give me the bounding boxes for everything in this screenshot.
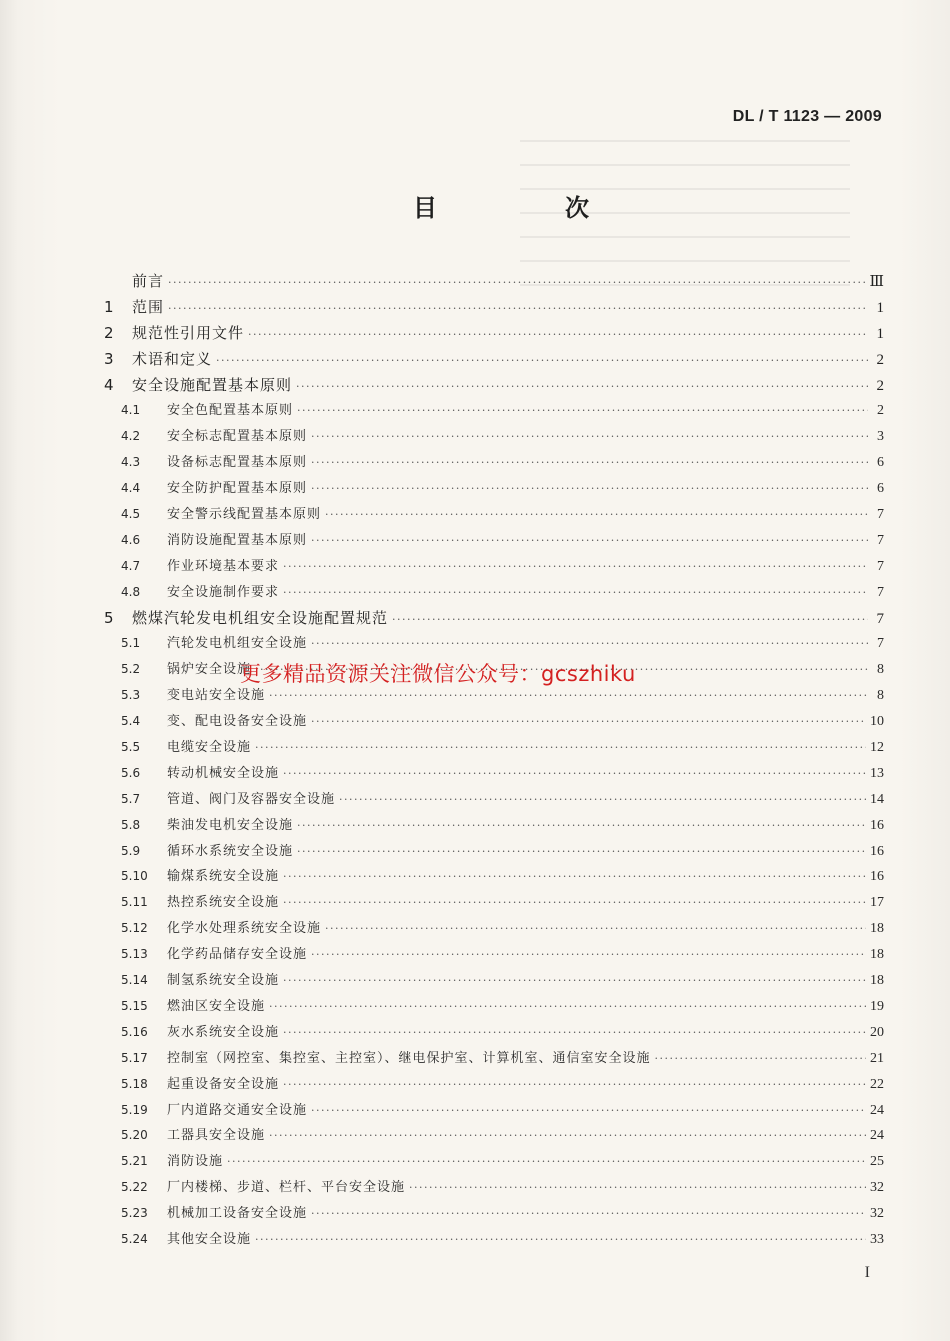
toc-entry-label: 循环水系统安全设施 bbox=[167, 843, 294, 859]
toc-entry[interactable] bbox=[100, 425, 884, 451]
toc-entry[interactable] bbox=[100, 581, 884, 607]
toc-entry[interactable] bbox=[100, 943, 884, 969]
toc-leader-dots bbox=[283, 1026, 866, 1039]
toc-entry-number: 5.22 bbox=[121, 1180, 148, 1195]
toc-entry-label: 规范性引用文件 bbox=[132, 323, 245, 342]
toc-entry-label: 汽轮发电机组安全设施 bbox=[167, 636, 308, 652]
toc-entry-label: 作业环境基本要求 bbox=[167, 558, 280, 574]
toc-entry-label: 燃油区安全设施 bbox=[167, 998, 266, 1014]
toc-entry[interactable] bbox=[100, 1047, 884, 1073]
toc-entry-number: 5 bbox=[104, 608, 114, 627]
toc-entry-page: 16 bbox=[870, 843, 884, 859]
toc-entry-number: 5.23 bbox=[121, 1206, 148, 1221]
toc-entry[interactable] bbox=[100, 865, 884, 891]
toc-entry-page: 8 bbox=[877, 688, 884, 704]
toc-entry-page: 10 bbox=[870, 714, 884, 730]
toc-entry-page: 18 bbox=[870, 921, 884, 937]
toc-leader-dots bbox=[297, 404, 868, 417]
toc-entry-label: 工器具安全设施 bbox=[167, 1128, 266, 1144]
toc-entry[interactable] bbox=[100, 529, 884, 555]
toc-entry-number: 5.11 bbox=[121, 895, 148, 910]
toc-entry-label: 管道、阀门及容器安全设施 bbox=[167, 791, 336, 807]
toc-entry-page: 7 bbox=[876, 610, 884, 627]
toc-entry-label: 变、配电设备安全设施 bbox=[167, 714, 308, 730]
toc-leader-dots bbox=[311, 430, 868, 443]
toc-entry-number: 4 bbox=[104, 375, 114, 394]
toc-entry-label: 灰水系统安全设施 bbox=[167, 1024, 280, 1040]
toc-entry-number: 4.1 bbox=[121, 403, 141, 418]
toc-entry-page: 2 bbox=[877, 403, 884, 419]
toc-entry[interactable] bbox=[100, 555, 884, 581]
toc-entry[interactable] bbox=[100, 710, 884, 736]
toc-entry-page: 6 bbox=[877, 455, 884, 471]
toc-entry[interactable] bbox=[100, 1099, 884, 1125]
toc-entry-page: 7 bbox=[877, 558, 884, 574]
toc-entry-number: 5.2 bbox=[121, 662, 141, 677]
toc-entry-label: 其他安全设施 bbox=[167, 1231, 252, 1247]
toc-entry-label: 电缆安全设施 bbox=[167, 740, 252, 756]
toc-entry-number: 4.8 bbox=[121, 584, 141, 599]
toc-entry[interactable] bbox=[100, 322, 884, 348]
toc-entry-number: 5.7 bbox=[121, 791, 141, 806]
toc-entry-label: 厂内楼梯、步道、栏杆、平台安全设施 bbox=[167, 1180, 406, 1196]
toc-leader-dots bbox=[283, 560, 868, 573]
toc-entry[interactable] bbox=[100, 736, 884, 762]
toc-entry-number: 2 bbox=[104, 323, 114, 342]
toc-entry-number: 4.3 bbox=[121, 455, 141, 470]
toc-entry-number: 4.4 bbox=[121, 481, 141, 496]
toc-entry-page: 1 bbox=[876, 299, 884, 316]
toc-leader-dots bbox=[311, 1207, 866, 1220]
toc-entry-number: 3 bbox=[104, 349, 114, 368]
toc-entry-page: 6 bbox=[877, 481, 884, 497]
toc-entry-label: 输煤系统安全设施 bbox=[167, 869, 280, 885]
toc-entry[interactable] bbox=[100, 1202, 884, 1228]
toc-entry[interactable] bbox=[100, 788, 884, 814]
toc-entry-page: Ⅲ bbox=[869, 274, 884, 290]
toc-entry-page: 32 bbox=[870, 1206, 884, 1222]
toc-leader-dots bbox=[255, 741, 866, 754]
toc-leader-dots bbox=[227, 1155, 866, 1168]
toc-entry-page: 21 bbox=[870, 1050, 884, 1066]
toc-leader-dots bbox=[311, 715, 866, 728]
toc-entry[interactable] bbox=[100, 270, 884, 296]
toc-entry[interactable] bbox=[100, 1228, 884, 1254]
toc-leader-dots bbox=[311, 1104, 866, 1117]
toc-entry[interactable] bbox=[100, 1073, 884, 1099]
toc-leader-dots bbox=[325, 508, 868, 521]
toc-entry[interactable] bbox=[100, 374, 884, 400]
toc-leader-dots bbox=[297, 845, 866, 858]
toc-entry[interactable] bbox=[100, 969, 884, 995]
toc-entry-number: 5.18 bbox=[121, 1076, 148, 1091]
toc-title: 目 次 bbox=[413, 194, 641, 222]
toc-leader-dots bbox=[339, 793, 866, 806]
toc-entry-page: 7 bbox=[877, 636, 884, 652]
toc-entry-page: 8 bbox=[877, 662, 884, 678]
toc-entry-number: 5.15 bbox=[121, 998, 148, 1013]
toc-leader-dots bbox=[168, 302, 868, 315]
toc-leader-dots bbox=[283, 896, 866, 909]
toc-entry-page: 24 bbox=[870, 1102, 884, 1118]
toc-entry-number: 5.9 bbox=[121, 843, 141, 858]
toc-entry-number: 4.2 bbox=[121, 429, 141, 444]
toc-leader-dots bbox=[311, 482, 868, 495]
toc-leader-dots bbox=[409, 1181, 866, 1194]
toc-entry-page: 14 bbox=[870, 791, 884, 807]
toc-entry-label: 化学水处理系统安全设施 bbox=[167, 921, 322, 937]
toc-entry-page: 19 bbox=[870, 998, 884, 1014]
toc-entry-number: 4.6 bbox=[121, 532, 141, 547]
toc-leader-dots bbox=[269, 689, 868, 702]
toc-entry[interactable] bbox=[100, 477, 884, 503]
toc-entry-label: 设备标志配置基本原则 bbox=[167, 455, 308, 471]
toc-entry-number: 5.4 bbox=[121, 714, 141, 729]
toc-leader-dots bbox=[283, 767, 866, 780]
toc-entry[interactable] bbox=[100, 1150, 884, 1176]
toc-leader-dots bbox=[325, 922, 866, 935]
toc-entry-page: 7 bbox=[877, 584, 884, 600]
toc-entry-label: 机械加工设备安全设施 bbox=[167, 1206, 308, 1222]
toc-entry-label: 安全警示线配置基本原则 bbox=[167, 507, 322, 523]
toc-leader-dots bbox=[311, 534, 868, 547]
toc-entry[interactable] bbox=[100, 1124, 884, 1150]
toc-entry-page: 32 bbox=[870, 1180, 884, 1196]
toc-entry-number: 5.3 bbox=[121, 688, 141, 703]
toc-entry-number: 5.20 bbox=[121, 1128, 148, 1143]
toc-leader-dots bbox=[283, 1078, 866, 1091]
toc-entry[interactable] bbox=[100, 995, 884, 1021]
toc-entry[interactable] bbox=[100, 684, 884, 710]
toc-leader-dots bbox=[392, 613, 868, 626]
toc-entry-page: 13 bbox=[870, 765, 884, 781]
toc-entry-label: 安全标志配置基本原则 bbox=[167, 429, 308, 445]
toc-entry-label: 化学药品储存安全设施 bbox=[167, 947, 308, 963]
toc-entry[interactable] bbox=[100, 399, 884, 425]
toc-entry-page: 16 bbox=[870, 817, 884, 833]
toc-leader-dots bbox=[269, 1000, 866, 1013]
toc-entry[interactable] bbox=[100, 503, 884, 529]
toc-entry-number: 5.19 bbox=[121, 1102, 148, 1117]
toc-entry-number: 5.6 bbox=[121, 765, 141, 780]
toc-entry-number: 5.5 bbox=[121, 740, 141, 755]
toc-entry-label: 变电站安全设施 bbox=[167, 688, 266, 704]
toc-entry-label: 燃煤汽轮发电机组安全设施配置规范 bbox=[132, 608, 389, 627]
toc-entry[interactable] bbox=[100, 1021, 884, 1047]
toc-leader-dots bbox=[248, 328, 868, 341]
toc-entry-label: 前言 bbox=[132, 272, 165, 290]
toc-entry[interactable] bbox=[100, 891, 884, 917]
toc-leader-dots bbox=[311, 948, 866, 961]
toc-entry-page: 25 bbox=[870, 1154, 884, 1170]
toc-leader-dots bbox=[168, 276, 866, 289]
toc-entry-label: 术语和定义 bbox=[132, 349, 213, 368]
toc-entry-label: 范围 bbox=[132, 297, 165, 316]
toc-entry-number: 4.7 bbox=[121, 558, 141, 573]
toc-entry-page: 16 bbox=[870, 869, 884, 885]
toc-leader-dots bbox=[655, 1052, 866, 1065]
toc-entry[interactable] bbox=[100, 1176, 884, 1202]
toc-entry-number: 1 bbox=[104, 297, 114, 316]
toc-entry-page: 33 bbox=[870, 1231, 884, 1247]
toc-entry[interactable] bbox=[100, 762, 884, 788]
toc-entry-label: 厂内道路交通安全设施 bbox=[167, 1102, 308, 1118]
toc-entry-label: 安全防护配置基本原则 bbox=[167, 481, 308, 497]
toc-entry-label: 转动机械安全设施 bbox=[167, 765, 280, 781]
toc-entry-page: 24 bbox=[870, 1128, 884, 1144]
toc-entry-page: 17 bbox=[870, 895, 884, 911]
toc-entry-page: 22 bbox=[870, 1076, 884, 1092]
toc-leader-dots bbox=[255, 1233, 866, 1246]
toc-entry-number: 5.1 bbox=[121, 636, 141, 651]
toc-entry[interactable] bbox=[100, 632, 884, 658]
toc-entry-label: 安全色配置基本原则 bbox=[167, 403, 294, 419]
toc-leader-dots bbox=[296, 380, 868, 393]
toc-entry-label: 消防设施 bbox=[167, 1154, 224, 1170]
toc-leader-dots bbox=[269, 1129, 866, 1142]
toc-entry-page: 3 bbox=[877, 429, 884, 445]
watermark-text: 更多精品资源关注微信公众号：gcszhiku bbox=[240, 662, 636, 686]
toc-entry-number: 5.17 bbox=[121, 1050, 148, 1065]
toc-entry-page: 1 bbox=[876, 325, 884, 342]
table-of-contents bbox=[100, 270, 884, 1254]
toc-entry[interactable] bbox=[100, 814, 884, 840]
toc-entry-number: 5.12 bbox=[121, 921, 148, 936]
toc-entry-number: 5.24 bbox=[121, 1231, 148, 1246]
toc-entry-page: 18 bbox=[870, 947, 884, 963]
toc-leader-dots bbox=[283, 870, 866, 883]
toc-entry-label: 安全设施配置基本原则 bbox=[132, 375, 293, 394]
toc-entry-number: 5.16 bbox=[121, 1024, 148, 1039]
toc-entry[interactable] bbox=[100, 348, 884, 374]
toc-leader-dots bbox=[297, 819, 866, 832]
standard-code: DL / T 1123 — 2009 bbox=[732, 108, 882, 125]
toc-entry-number: 5.21 bbox=[121, 1154, 148, 1169]
toc-entry[interactable] bbox=[100, 296, 884, 322]
toc-entry[interactable] bbox=[100, 451, 884, 477]
toc-entry-label: 安全设施制作要求 bbox=[167, 584, 280, 600]
page-number: I bbox=[864, 1264, 870, 1281]
toc-entry-page: 18 bbox=[870, 973, 884, 989]
toc-entry-page: 7 bbox=[877, 532, 884, 548]
toc-entry-label: 起重设备安全设施 bbox=[167, 1076, 280, 1092]
toc-entry-label: 消防设施配置基本原则 bbox=[167, 532, 308, 548]
toc-entry-label: 柴油发电机安全设施 bbox=[167, 817, 294, 833]
toc-entry-number: 5.8 bbox=[121, 817, 141, 832]
toc-entry-page: 20 bbox=[870, 1024, 884, 1040]
toc-entry[interactable] bbox=[100, 917, 884, 943]
toc-entry-label: 锅炉安全设施 bbox=[167, 662, 252, 678]
toc-entry-page: 2 bbox=[876, 351, 884, 368]
toc-entry-label: 控制室（网控室、集控室、主控室）、继电保护室、计算机室、通信室安全设施 bbox=[167, 1050, 651, 1066]
toc-entry-number: 4.5 bbox=[121, 507, 141, 522]
toc-leader-dots bbox=[311, 456, 868, 469]
toc-entry-number: 5.10 bbox=[121, 869, 148, 884]
toc-leader-dots bbox=[216, 354, 868, 367]
toc-leader-dots bbox=[283, 586, 868, 599]
toc-entry-label: 制氢系统安全设施 bbox=[167, 973, 280, 989]
toc-entry-page: 2 bbox=[876, 377, 884, 394]
toc-entry[interactable] bbox=[100, 607, 884, 633]
toc-entry[interactable] bbox=[100, 840, 884, 866]
toc-entry-page: 12 bbox=[870, 740, 884, 756]
toc-entry-label: 热控系统安全设施 bbox=[167, 895, 280, 911]
toc-leader-dots bbox=[311, 637, 868, 650]
toc-entry-number: 5.13 bbox=[121, 947, 148, 962]
toc-entry-page: 7 bbox=[877, 507, 884, 523]
toc-leader-dots bbox=[283, 974, 866, 987]
toc-entry-number: 5.14 bbox=[121, 973, 148, 988]
